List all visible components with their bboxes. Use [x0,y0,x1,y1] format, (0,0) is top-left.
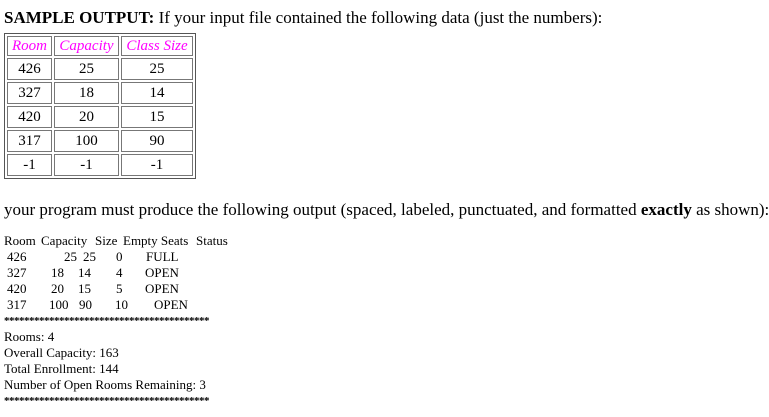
output-row [4,249,209,265]
program-output [4,233,228,409]
table-cell: -1 [54,154,119,176]
output-cell: OPEN [145,265,179,280]
output-header-status: Status [196,233,228,248]
output-cell: 317 [7,297,27,312]
table-cell: 100 [54,130,119,152]
intro-line [4,8,602,28]
lead-bold: exactly [640,200,692,219]
table-cell: 14 [121,82,193,104]
table-header-row [7,36,193,56]
table-cell: 327 [7,82,52,104]
summary-overall-capacity: Overall Capacity: 163 [4,345,119,360]
lead-text-end: as shown): [691,200,769,219]
table-row [7,82,193,104]
table-row [7,154,193,176]
output-cell: 15 [78,281,91,296]
output-header-size: Size [95,233,118,248]
column-header-capacity: Capacity [54,36,119,56]
column-header-class-size: Class Size [121,36,193,56]
summary-open-rooms: Number of Open Rooms Remaining: 3 [4,377,206,392]
output-cell: 25 [64,249,77,264]
output-header-empty-seats: Empty Seats [123,233,189,248]
output-cell: 14 [78,265,91,280]
table-cell: -1 [7,154,52,176]
table-cell: 20 [54,106,119,128]
column-header-room: Room [7,36,52,56]
output-header-room: Room [4,233,36,248]
output-row [4,297,209,313]
separator-line: ***************************************** [4,395,209,407]
table-cell: 18 [54,82,119,104]
output-cell: 5 [116,281,123,296]
output-cell: 90 [79,297,92,312]
table-cell: 15 [121,106,193,128]
output-cell: FULL [146,249,179,264]
intro-bold: SAMPLE OUTPUT: [4,8,155,27]
output-header-row [4,233,228,249]
output-cell: 18 [51,265,64,280]
table-row [7,106,193,128]
output-cell: 327 [7,265,27,280]
table-row [7,130,193,152]
output-cell: 25 [83,249,96,264]
output-cell: 420 [7,281,27,296]
output-row [4,281,209,297]
table-cell: 25 [54,58,119,80]
summary-rooms: Rooms: 4 [4,329,55,344]
input-data-table [4,33,196,179]
output-header-capacity: Capacity [41,233,88,248]
table-cell: 90 [121,130,193,152]
table-row [7,58,193,80]
output-cell: 4 [116,265,123,280]
table-cell: 426 [7,58,52,80]
output-cell: 20 [51,281,64,296]
table-cell: 25 [121,58,193,80]
output-cell: 0 [116,249,123,264]
lead-text: your program must produce the following output (spaced, labeled, punctuated, and formatted [4,200,641,219]
output-cell: 10 [115,297,128,312]
table-cell: 317 [7,130,52,152]
separator-line: ***************************************** [4,315,209,327]
intro-text: If your input file contained the following data (just the numbers): [154,8,603,27]
output-cell: OPEN [145,281,179,296]
table-cell: -1 [121,154,193,176]
output-cell: 100 [49,297,69,312]
summary-total-enrollment: Total Enrollment: 144 [4,361,119,376]
output-row [4,265,209,281]
output-cell: OPEN [154,297,188,312]
table-cell: 420 [7,106,52,128]
lead-line [4,200,769,220]
output-cell: 426 [7,249,27,264]
